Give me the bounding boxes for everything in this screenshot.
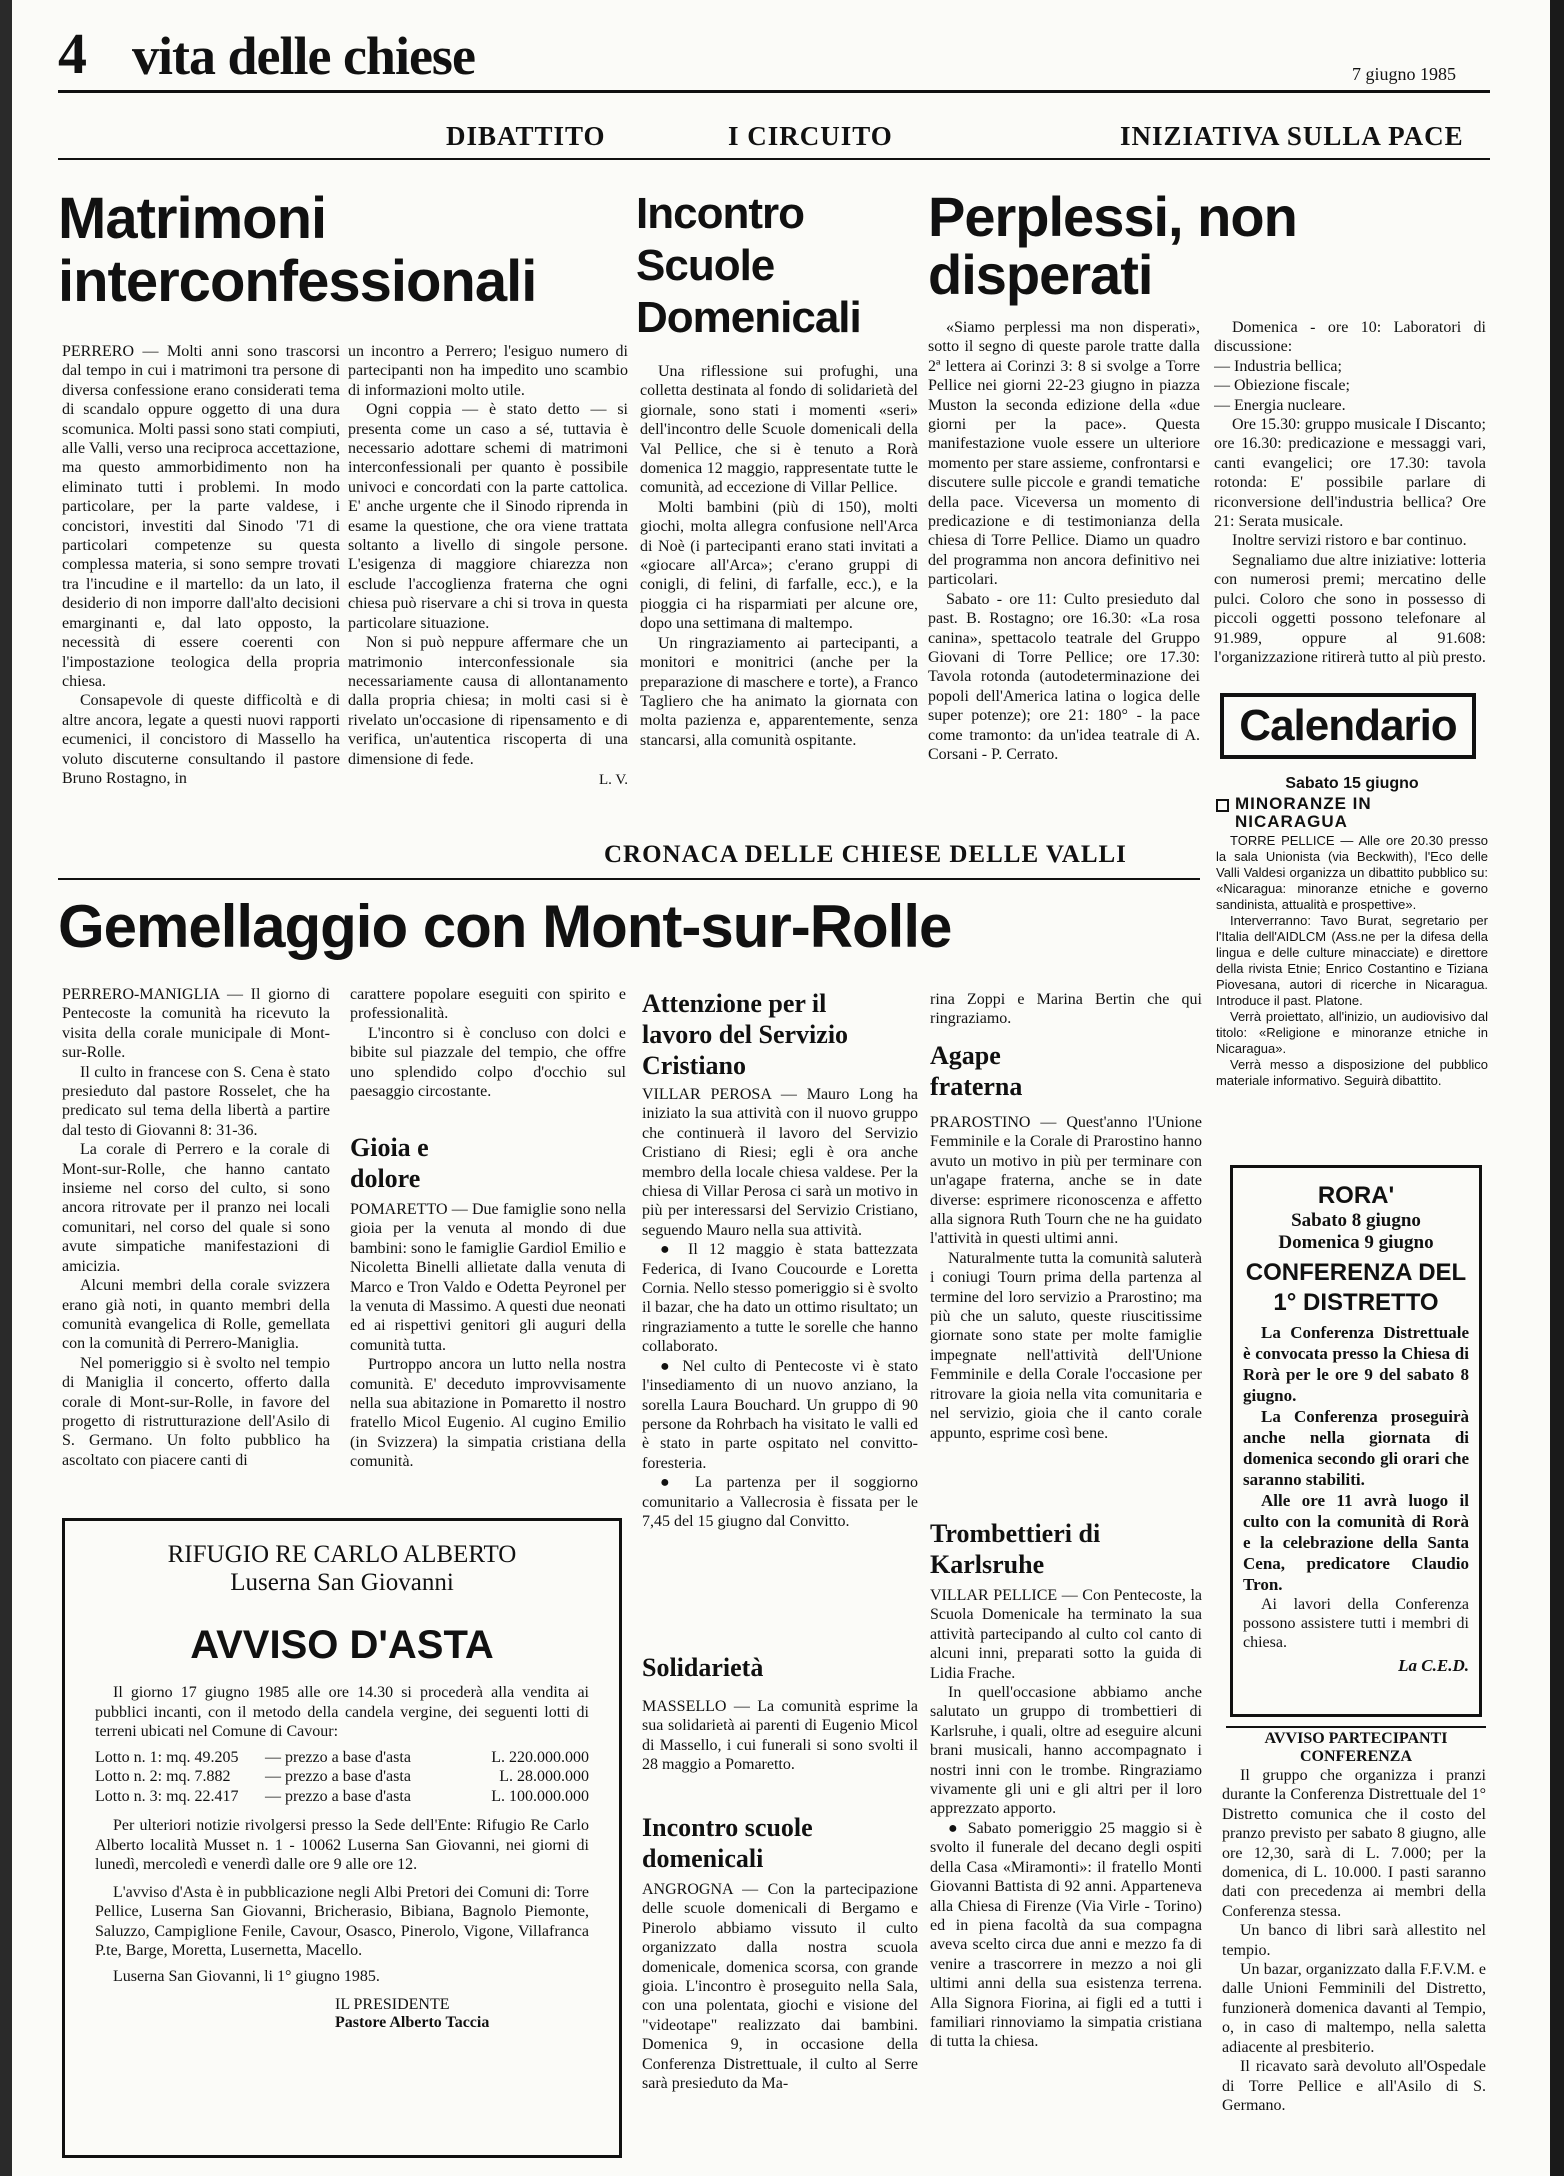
headline-agape: Agape fraterna <box>930 1041 1023 1101</box>
headline-incontro-scuole-domenicali: Incontro scuole domenicali <box>642 1813 813 1873</box>
masthead-date: 7 giugno 1985 <box>1352 64 1457 84</box>
paragraph: Interverranno: Tavo Burat, segretario per l'Italia dell'AIDLCM (Ass.ne per la difesa della lingua e delle culture minacciate) e direttore della rivista Etnie; Enrico Costantino e Tiziana Piovesana, autori di ricerche in Nicaragua. Introduce il past. Platone. <box>1216 913 1488 1008</box>
paragraph: TORRE PELLICE — Alle ore 20.30 presso la sala Unionista (via Beckwith), l'Eco delle Valli Valdesi organizza un dibattito pubblico su: «Nicaragua: minoranze etniche e governo sandinista, attualità e prospettive». <box>1216 833 1488 912</box>
paragraph: Un ringraziamento ai partecipanti, a monitori e monitrici (anche per la preparazione di maschere e torte), a Franco Tagliero che ha animato la giornata con molta pazienza e, apparentemente, senza stancarsi, alla comunità ospitante. <box>640 634 918 749</box>
paragraph: Segnaliamo due altre iniziative: lotteria con numerosi premi; mercatino delle pulci. Coloro che sono in possesso di piccoli oggetti possono telefonare al 91.989, oppure al 91.608: l'organizzazione ritirerà tutto al più presto. <box>1214 551 1486 666</box>
headline-servizio: Attenzione per il lavoro del Servizio Cristiano <box>642 989 849 1080</box>
paragraph: La Conferenza Distrettuale è convocata presso la Chiesa di Rorà per le ore 9 del sabato 8 giugno. <box>1243 1323 1469 1405</box>
paragraph: Alcuni membri della corale svizzera erano già noti, in quanto membri della comunità evangelica di Rolle, gemellata con la comunità di Perrero-Maniglia. <box>62 1277 330 1353</box>
article-avviso-conferenza <box>1222 1766 1486 2161</box>
paragraph: Un bazar, organizzato dalla F.F.V.M. e dalle Unioni Femminili del Distretto, funzionerà domenica davanti al Tempio, o, in caso di maltempo, nella saletta adiacente al presbiterio. <box>1222 1961 1486 2056</box>
calendario-body <box>1216 775 1488 1120</box>
section-rule-top <box>58 158 1490 160</box>
asta-header-1: RIFUGIO RE CARLO ALBERTO <box>167 1541 517 1568</box>
paragraph: Domenica - ore 10: Laboratori di discussione: <box>1214 319 1486 356</box>
paragraph: Sabato - ore 11: Culto presieduto dal past. B. Rostagno; ore 16.30: «La rosa canina», spettacolo teatrale del Gruppo Giovani di Torre Pellice; ore 17.30: Tavola rotonda (autodeterminazione dei popoli dell'America latina o logica delle super potenze); ore 21: 180° - la pace come tramonto: da un'idea teatrale di A. Corsani - P. Cerrato. <box>928 590 1200 763</box>
asta-lots <box>95 1748 589 1807</box>
paragraph: Il gruppo che organizza i pranzi durante la Conferenza Distrettuale del 1° Distretto comunica che il costo del pranzo previsto per sabato 8 giugno, alle ore 12,30, sarà di L. 7.000; per la domenica, di L. 10.000. I pasti saranno dati con precedenza ai membri della Conferenza stessa. <box>1222 1767 1486 1920</box>
paragraph: Ore 15.30: gruppo musicale I Discanto; ore 16.30: predicazione e messaggi vari, canti evangelici; ore 17.30: tavola rotonda: E' possibile parlare di riconversione dell'industria bellica? Ore 21: Serata musicale. <box>1214 416 1486 531</box>
list-item: — Obiezione fiscale; <box>1214 377 1350 395</box>
calendario-date: Sabato 15 giugno <box>1285 775 1419 792</box>
headline-perplessi: Perplessi, non disperati <box>928 185 1297 306</box>
section-label-circuito: I CIRCUITO <box>728 121 893 151</box>
paragraph: VILLAR PEROSA — Mauro Long ha iniziato la sua attività con il nuovo gruppo che continuerà il lavoro del Servizio Cristiano di Riesi; egli è ora anche membro della locale chiesa valdese. Per la chiesa di Villar Perosa ci sarà un motivo in più per interessarsi del Servizio Cristiano, seguendo Mauro nella sua attività. <box>642 1086 918 1239</box>
paragraph: PRAROSTINO — Quest'anno l'Unione Femminile e la Corale di Prarostino hanno avuto un motivo in più per terminare con un'agape fraterna, anche se in date diverse: esprimere riconoscenza e affetto alla signora Ruth Tourn che ne ha guidato l'attività in questi ultimi anni. <box>930 1114 1202 1248</box>
paragraph: Purtroppo ancora un lutto nella nostra comunità. E' deceduto improvvisamente nella sua abitazione in Pomaretto il nostro fratello Micol Eugenio. Al cugino Emilio (in Svizzera) la simpatia cristiana della comunità. <box>350 1356 626 1471</box>
headline-gioia: Gioia e dolore <box>350 1133 429 1193</box>
rora-signature: La C.E.D. <box>1398 1656 1469 1675</box>
article-servizio <box>642 1085 918 1670</box>
paragraph: Un banco di libri sarà allestito nel tempio. <box>1222 1922 1486 1959</box>
paragraph: Verrà proiettato, all'inizio, un audiovisivo dal titolo: «Religione e minoranze etniche in Nicaragua». <box>1216 1009 1488 1056</box>
headline-matrimoni: Matrimoni interconfessionali <box>58 186 537 314</box>
headline-solidarieta: Solidarietà <box>642 1653 764 1682</box>
page-left-edge-shadow <box>0 0 12 2176</box>
article-gemellaggio-col2 <box>350 985 626 1105</box>
paragraph: Nel pomeriggio si è svolto nel tempio di Maniglia il concerto, offerto dalla corale di Mont-sur-Rolle, in favore del progetto di ristrutturazione dell'Asilo di S. Germano. Un folto pubblico ha ascoltato con piacere canti di <box>62 1354 330 1469</box>
article-perplessi-col2 <box>1214 318 1486 688</box>
paragraph: ANGROGNA — Con la partecipazione delle scuole domenicali di Bergamo e Pinerolo abbiamo vissuto il culto organizzato dalla nostra scuola domenicale, domenica scorsa, con grande gioia. L'incontro è proseguito nella Sala, con una polentata, giochi e visione del "videotape" realizzato dai bambini. Domenica 9, in occasione della Conferenza Distrettuale, il culto al Serre sarà presieduto da Ma- <box>642 1881 918 2093</box>
lot-row: Lotto n. 3: mq. 22.417 — prezzo a base d'asta L. 100.000.000 <box>95 1787 589 1805</box>
asta-text <box>95 1683 589 1986</box>
paragraph: Naturalmente tutta la comunità saluterà i coniugi Tourn prima della partenza al termine del loro servizio a Prarostino; ma più che un saluto, queste riuscitissime giornate sono state per molte famiglie impegnate nell'attività dell'Unione Femminile e della Corale l'occasione per ritrovare la gioia nella vita comunitaria e nel servizio, gioia che il canto corale appunto, esprime così bene. <box>930 1249 1202 1442</box>
article-solidarieta <box>642 1697 918 1797</box>
paragraph: VILLAR PELLICE — Con Pentecoste, la Scuola Domenicale ha terminato la sua attività partecipando al culto col canto di alcuni inni, preparati sotto la guida di Lidia Frache. <box>930 1587 1202 1682</box>
rora-text <box>1243 1322 1469 1652</box>
lot-row: Lotto n. 1: mq. 49.205 — prezzo a base d'asta L. 220.000.000 <box>95 1748 589 1766</box>
paragraph: Ai lavori della Conferenza possono assistere tutti i membri di chiesa. <box>1243 1596 1469 1651</box>
section-label-cronaca: CRONACA DELLE CHIESE DELLE VALLI <box>604 841 1127 868</box>
paragraph: Per ulteriori notizie rivolgersi presso la Sede dell'Ente: Rifugio Re Carlo Alberto località Musset n. 1 - 10062 Luserna San Giovanni, nei giorni di lunedì, mercoledì e venerdì dalle ore 9 alle ore 12. <box>95 1817 589 1873</box>
paragraph: PERRERO-MANIGLIA — Il giorno di Pentecoste la comunità ha ricevuto la visita della corale municipale di Mont-sur-Rolle. <box>62 986 330 1062</box>
calendario-title: Calendario <box>1239 701 1457 750</box>
headline-gemellaggio: Gemellaggio con Mont-sur-Rolle <box>58 893 952 960</box>
rora-box <box>1230 1165 1482 1717</box>
paragraph: La corale di Perrero e la corale di Mont-sur-Rolle, che hanno cantato insieme nel corso del culto, si sono ancora ritrovate per il pranzo nei locali comunitari, nel corso del quale si sono avute simpatiche manifestazioni di amicizia. <box>62 1141 330 1275</box>
paragraph: POMARETTO — Due famiglie sono nella gioia per la venuta al mondo di due bambini: sono le famiglie Gardiol Emilio e Nicoletta Binelli allietate dalla venuta di Marco e Tron Valdo e Odetta Peyronel per la venuta di Massimo. A questi due neonati ed ai rispettivi genitori gli auguri della comunità tutta. <box>350 1201 626 1354</box>
article-matrimoni-col1 <box>62 342 340 842</box>
rora-heading: CONFERENZA DEL 1° DISTRETTO <box>1245 1259 1467 1316</box>
paragraph: rina Zoppi e Marina Bertin che qui ringraziamo. <box>930 991 1202 1028</box>
section-rule-cronaca <box>58 878 1200 880</box>
paragraph: L'incontro si è concluso con dolci e bibite sul piazzale del tempio, che offre uno splendido colpo d'occhio sul paesaggio circostante. <box>350 1024 626 1101</box>
calendario-header-box <box>1220 693 1476 759</box>
paragraph: MASSELLO — La comunità esprime la sua solidarietà ai parenti di Eugenio Micol di Massello, i cui funerali si sono svolti il 28 maggio a Pomaretto. <box>642 1698 918 1774</box>
paragraph: Alle ore 11 avrà luogo il culto con la comunità di Rorà e la celebrazione della Santa Cena, predicatore Claudio Tron. <box>1243 1491 1469 1594</box>
asta-title: AVVISO D'ASTA <box>190 1623 494 1667</box>
paragraph: Il ricavato sarà devoluto all'Ospedale di Torre Pellice e all'Asilo di S. Germano. <box>1222 2058 1486 2114</box>
headline-trombettieri: Trombettieri di Karlsruhe <box>930 1519 1101 1579</box>
paragraph: ● Il 12 maggio è stata battezzata Federica, di Ivano Coucourde e Loretta Cornia. Nello stesso pomeriggio si è svolto il bazar, che ha dato un ottimo risultato; un ringraziamento a tutte le sorelle che hanno collaborato. <box>642 1241 918 1356</box>
avviso-conferenza-title: AVVISO PARTECIPANTI CONFERENZA <box>1264 1730 1448 1765</box>
paragraph: Il culto in francese con S. Cena è stato presieduto dal pastore Rosselet, che ha predicato sul tema della libertà a partire dal testo di Giovanni 8: 31-36. <box>62 1063 330 1139</box>
paragraph: Ogni coppia — è stato detto — si presenta come un caso a sé, tuttavia è necessario adottare schemi di matrimoni interconfessionali per quanto è possibile univoci e concordati con la parte cattolica. E' anche urgente che il Sinodo riprenda in esame la questione, che ora viene trattata soltanto a livello di singole persone. L'esigenza di maggiore chiarezza non esclude l'accoglienza fraterna che ogni chiesa può riservare a chi si trova in questa particolare situazione. <box>348 401 628 632</box>
paragraph: PERRERO — Molti anni sono trascorsi dal tempo in cui i matrimoni tra persone di diversa confessione erano considerati tema di scandalo oppure oggetto di una dura scomunica. Molti passi sono stati compiuti, alle Valli, verso una reciproca accettazione, ma questo ammorbidimento non ha eliminato tutti i problemi. In modo particolare, per la parte valdese, i concistori, investiti dal Sinodo '71 di particolari competenze su questa complessa materia, si sono sempre trovati tra l'incudine e il martello: da un lato, il desiderio di non imporre dall'alto decisioni emarginanti e, dal lato opposto, la necessità di essere coerenti con l'impostazione teologica della propria chiesa. <box>62 343 340 690</box>
rora-date-1: Sabato 8 giugno <box>1291 1210 1421 1231</box>
paragraph: In quell'occasione abbiamo anche salutato un gruppo di trombettieri di Karlsruhe, i quali, oltre ad eseguire alcuni brani musicali, hanno accompagnato i nostri inni con le trombe. Ringraziamo vivamente gli uni e gli altri per il loro apprezzato apporto. <box>930 1684 1202 1818</box>
rule-avviso <box>1226 1726 1486 1728</box>
paragraph: Molti bambini (più di 150), molti giochi, molta allegra confusione nell'Arca di Noè (i partecipanti erano stati invitati a «giocare all'Arca»; c'erano gruppi di conigli, di felini, di farfalle, ecc.), e la pioggia ci ha risparmiati per alcune ore, dopo una settimana di maltempo. <box>640 498 918 633</box>
article-agape-lead <box>930 990 1202 1030</box>
list-item: — Energia nucleare. <box>1214 396 1346 414</box>
page-number: 4 <box>58 22 87 86</box>
paragraph: ● La partenza per il soggiorno comunitario a Vallecrosia è fissata per le 7,45 del 15 giugno dal Convitto. <box>642 1474 918 1530</box>
paragraph: L'avviso d'Asta è in pubblicazione negli Albi Pretori dei Comuni di: Torre Pellice, Luserna San Giovanni, Bricherasio, Bibiana, Bagnolo Piemonte, Saluzzo, Campiglione Fenile, Cavour, Osasco, Pinerolo, Vigone, Villafranca P.te, Barge, Moretta, Lusernetta, Macello. <box>95 1883 589 1959</box>
page-right-edge-shadow <box>1550 0 1564 2176</box>
rora-date-2: Domenica 9 giugno <box>1278 1232 1434 1253</box>
article-gemellaggio-col1 <box>62 985 330 1505</box>
article-gioia <box>350 1200 626 1500</box>
paragraph: Consapevole di queste difficoltà e di altre ancora, legate a questi nuovi rapporti ecumenici, il concistoro di Massello ha voluto discuterne consultando il pastore Bruno Rostagno, in <box>62 692 340 787</box>
article-agape <box>930 1113 1202 1513</box>
avviso-asta-box <box>62 1518 622 2158</box>
paragraph: Non si può neppure affermare che un matrimonio interconfessionale sia necessariamente causa di allontanamento dalla propria chiesa; in molti casi si è rivelato un'occasione di ripensamento e di verifica, un'autentica riscoperta di una dimensione di fede. <box>348 634 628 768</box>
paragraph: carattere popolare eseguiti con spirito e professionalità. <box>350 986 626 1023</box>
paragraph: Inoltre servizi ristoro e bar continuo. <box>1232 532 1467 550</box>
lot-row: Lotto n. 2: mq. 7.882 — prezzo a base d'asta L. 28.000.000 <box>95 1768 589 1785</box>
paragraph: Il giorno 17 giugno 1985 alle ore 14.30 si procederà alla vendita ai pubblici incanti, con il metodo della candela vergine, dei seguenti lotti di terreni ubicati nel Comune di Cavour: <box>95 1684 589 1740</box>
rora-title: RORA' <box>1317 1182 1395 1209</box>
article-trombettieri <box>930 1586 1202 2161</box>
asta-sign-2: Pastore Alberto Taccia <box>335 2014 490 2031</box>
calendario-text <box>1216 833 1488 1089</box>
paragraph: Luserna San Giovanni, li 1° giugno 1985. <box>113 1967 380 1985</box>
paragraph: La Conferenza proseguirà anche nella giornata di domenica secondo gli orari che saranno stabiliti. <box>1243 1407 1469 1489</box>
article-incontro-scuole <box>640 362 918 842</box>
asta-header-2: Luserna San Giovanni <box>230 1569 454 1596</box>
section-label-dibattito: DIBATTITO <box>446 121 606 151</box>
paragraph: Una riflessione sui profughi, una colletta destinata al fondo di solidarietà del giornale, sono stati i momenti «seri» dell'incontro delle Scuole domenicali della Val Pellice, che si è tenuto a Rorà domenica 12 maggio, rappresentate tutte le comunità, ad eccezione di Villar Pellice. <box>640 363 918 497</box>
checkbox-icon <box>1216 799 1229 812</box>
signature: L. V. <box>598 771 628 788</box>
asta-sign-1: IL PRESIDENTE <box>335 1996 450 2013</box>
list-item: — Industria bellica; <box>1214 357 1342 375</box>
paragraph: ● Nel culto di Pentecoste vi è stato l'insediamento di un nuovo anziano, la sorella Laura Bouchard. Un gruppo di 90 persone da Rohrbach ha visitato le valli ed è stato in parte ospitato nel convitto-foresteria. <box>642 1357 918 1472</box>
article-perplessi-col1 <box>928 318 1200 842</box>
paragraph: un incontro a Perrero; l'esiguo numero di partecipanti non ha impedito uno scambio di informazioni molto utile. <box>348 343 628 399</box>
masthead-rule <box>58 90 1490 93</box>
article-incontro-scuole-domenicali <box>642 1880 918 2160</box>
article-matrimoni-col2 <box>348 342 628 842</box>
paragraph: Verrà messo a disposizione del pubblico materiale informativo. Seguirà dibattito. <box>1216 1057 1488 1088</box>
paragraph: ● Sabato pomeriggio 25 maggio si è svolto il funerale del decano degli ospiti della Casa «Miramonti»: il fratello Monti Giovanni Battista di 92 anni. Apparteneva alla Chiesa di Firenze (Via Virle - Torino) ed in piena facoltà da sua compagna aveva scelto circa due anni e mezzo fa di venire a trascorrere in mezzo a noi gli ultimi anni della sua esistenza terrena. Alla Signora Fiorina, ai figli ed a tutti i familiari rinnoviamo la simpatia cristiana di tutta la chiesa. <box>930 1819 1202 2051</box>
masthead-title: vita delle chiese <box>132 26 475 86</box>
calendario-event: MINORANZE IN NICARAGUA <box>1216 795 1488 831</box>
section-label-pace: INIZIATIVA SULLA PACE <box>1120 121 1464 151</box>
headline-incontro-scuole: Incontro Scuole Domenicali <box>636 189 861 342</box>
paragraph: «Siamo perplessi ma non disperati», sotto il segno di queste parole tratte dalla 2ª lettera ai Corinzi 3: 8 si svolge a Torre Pellice nei giorni 22-23 giugno in piazza Muston la seconda edizione della «due giorni per la pace». Questa manifestazione vuole essere un ulteriore momento per stare assieme, confrontarsi e discutere sulle piccole e grandi tematiche della pace. Viceversa un momento di predicazione e di testimonianza della chiesa di Torre Pellice. Diamo un quadro del programma non ancora definitivo nei particolari. <box>928 319 1200 589</box>
